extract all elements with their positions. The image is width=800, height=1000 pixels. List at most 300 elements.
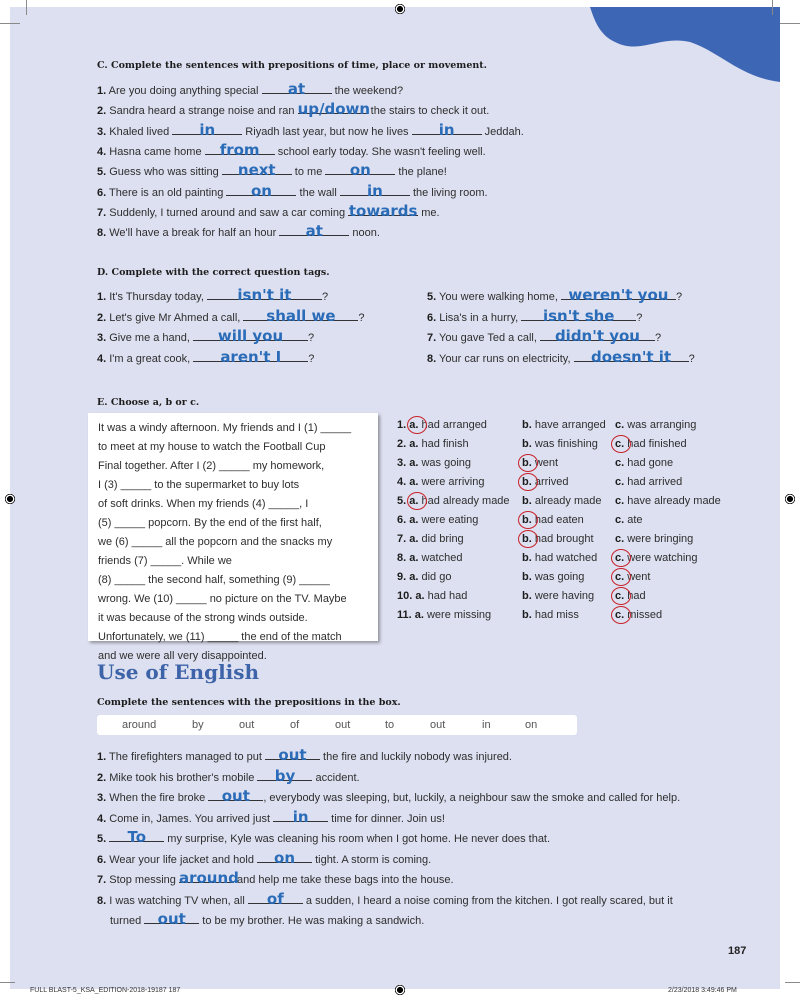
story-line: and we were all very disappointed. [98, 650, 267, 662]
item-number: 1. [97, 85, 107, 97]
sentence-text: Hasna came home [109, 145, 205, 158]
option-a[interactable] [397, 476, 484, 488]
option-a[interactable] [397, 495, 510, 507]
handwritten-answer: shall we [266, 306, 336, 325]
sentence-text: noon. [349, 227, 380, 240]
option-a[interactable] [397, 571, 451, 583]
story-line: Unfortunately, we (11) _____ the end of the match [98, 631, 342, 643]
option-a[interactable] [397, 457, 471, 469]
sentence-text: and help me take these bags into the house. [233, 874, 454, 886]
answer-blank[interactable] [561, 286, 676, 304]
exercise-line [97, 100, 489, 117]
answer-blank[interactable] [325, 161, 395, 180]
answer-blank[interactable] [172, 120, 242, 139]
handwritten-answer: isn't it [237, 286, 292, 304]
question-mark: ? [308, 352, 315, 365]
option-letter: c. [615, 419, 628, 431]
option-letter: c. [615, 590, 628, 602]
word-box-item: of [290, 719, 300, 731]
answer-blank[interactable] [248, 889, 303, 908]
story-line: we (6) _____ all the popcorn and the snacks my [98, 536, 333, 548]
word-box-item: out [239, 719, 255, 731]
word-box-item: out [430, 719, 446, 731]
option-b[interactable] [522, 495, 602, 507]
option-a[interactable] [397, 609, 491, 621]
option-letter: a. [406, 571, 422, 583]
option-letter: c. [615, 495, 628, 507]
sentence-text: me. [418, 206, 440, 219]
answer-blank[interactable] [208, 787, 263, 805]
option-letter: a. [406, 495, 422, 507]
handwritten-answer: on [349, 161, 371, 180]
handwritten-answer: in [438, 120, 455, 139]
option-text: were eating [421, 514, 479, 526]
answer-blank[interactable] [222, 161, 292, 180]
answer-blank[interactable] [273, 807, 328, 826]
answer-blank[interactable] [205, 140, 275, 159]
page-number: 187 [728, 945, 747, 957]
answer-blank[interactable] [574, 347, 689, 366]
option-text: had arrived [627, 476, 683, 488]
story-line: it was because of the strong winds outside. [98, 612, 308, 624]
item-number: 11. [397, 609, 412, 621]
handwritten-answer: around [178, 869, 239, 887]
registration-mark-icon [784, 493, 796, 505]
item-number: 7. [397, 533, 407, 545]
sentence-text: Mike took his brother's mobile [109, 771, 258, 784]
sentence-text: Jeddah. [481, 125, 524, 138]
option-letter: c. [615, 457, 628, 469]
answer-blank[interactable] [540, 327, 655, 345]
item-number: 4. [397, 476, 407, 488]
option-text: were arriving [421, 476, 485, 488]
sentence-text: , everybody was sleeping, but, luckily, a neighbour saw the smoke and called for help. [263, 792, 681, 804]
crop-mark [0, 982, 15, 983]
item-number: 3. [97, 125, 107, 138]
handwritten-answer: in [366, 181, 383, 200]
option-letter: b. [522, 438, 535, 450]
option-text: were having [534, 590, 595, 602]
answer-blank[interactable] [348, 201, 418, 220]
sentence-text: tight. A storm is coming. [312, 853, 432, 866]
option-text: went [534, 457, 559, 469]
option-b[interactable] [522, 609, 579, 621]
item-number: 8. [97, 894, 107, 907]
option-text: had finish [421, 438, 469, 450]
item-number: 3. [397, 457, 407, 469]
handwritten-answer: towards [348, 201, 418, 220]
answer-blank[interactable] [340, 181, 410, 200]
option-a[interactable] [397, 438, 469, 450]
selected-circle-icon [611, 568, 631, 586]
handwritten-answer: doesn't it [591, 347, 672, 366]
option-c[interactable] [615, 419, 696, 431]
answer-blank[interactable] [193, 327, 308, 345]
selected-circle-icon [518, 473, 538, 491]
option-text: arrived [534, 476, 569, 488]
registration-mark-icon [394, 3, 406, 15]
handwritten-answer: in [292, 807, 309, 826]
item-number: 2. [397, 438, 407, 450]
item-number: 6. [97, 186, 107, 199]
question-tag-line [97, 307, 365, 324]
selected-circle-icon [611, 587, 631, 605]
selected-circle-icon [518, 511, 538, 529]
sentence-text: Give me a hand, [109, 332, 194, 344]
answer-blank[interactable] [109, 828, 164, 846]
answer-blank[interactable] [265, 746, 320, 764]
story-line: Final together. After I (2) _____ my homework, [98, 460, 325, 472]
exercise-line [97, 222, 380, 239]
handwritten-answer: isn't she [542, 306, 615, 325]
answer-blank[interactable] [297, 100, 371, 119]
answer-blank[interactable] [144, 910, 199, 928]
sentence-text: the weekend? [331, 85, 404, 97]
selected-circle-icon [611, 435, 631, 453]
option-letter: b. [522, 419, 535, 431]
question-mark: ? [675, 291, 683, 303]
section-c-title: C. Complete the sentences with prepositions of time, place or movement. [97, 60, 487, 71]
answer-blank[interactable] [521, 306, 636, 325]
answer-blank[interactable] [193, 347, 308, 366]
story-line: wrong. We (10) _____ no picture on the TV. Maybe [98, 593, 347, 605]
handwritten-answer: from [219, 140, 260, 159]
sentence-text: to me [291, 166, 326, 179]
option-letter: a. [406, 476, 422, 488]
option-text: was going [421, 457, 472, 469]
option-letter: b. [522, 571, 535, 583]
decorative-wave [590, 7, 780, 82]
item-number: 7. [97, 206, 107, 219]
sentence-text: school early today. She wasn't feeling well. [274, 145, 486, 158]
item-number: 2. [97, 105, 107, 118]
sentence-text: I'm a great cook, [109, 352, 194, 365]
option-c[interactable] [615, 495, 721, 507]
question-mark: ? [321, 291, 329, 303]
option-a[interactable] [397, 590, 467, 602]
option-b[interactable] [522, 476, 568, 488]
option-text: were missing [426, 609, 492, 621]
option-text: was arranging [627, 419, 697, 431]
sentence-text: When the fire broke [109, 792, 209, 804]
option-b[interactable] [522, 571, 584, 583]
handwritten-answer: at [287, 80, 306, 98]
answer-blank[interactable] [257, 848, 312, 867]
story-line: (5) _____ popcorn. By the end of the first half, [98, 517, 322, 529]
answer-blank[interactable] [262, 80, 332, 98]
option-letter: b. [522, 495, 535, 507]
option-letter: b. [522, 514, 535, 526]
item-number: 6. [427, 311, 437, 324]
option-c[interactable] [615, 571, 650, 583]
handwritten-answer: on [250, 181, 272, 200]
sentence-text: the wall [296, 186, 340, 199]
use-of-english-heading: Use of English [97, 660, 260, 684]
crop-mark [0, 23, 20, 24]
exercise-line [97, 746, 512, 763]
item-number: 3. [97, 792, 107, 804]
exercise-line [97, 890, 673, 907]
item-number: 3. [97, 332, 107, 344]
story-line: friends (7) _____. While we [98, 555, 232, 567]
sentence-text: Sandra heard a strange noise and ran [109, 105, 298, 118]
exercise-line [97, 202, 440, 219]
option-letter: a. [406, 419, 422, 431]
sentence-text: Suddenly, I turned around and saw a car coming [109, 206, 349, 219]
word-box-item: in [482, 719, 491, 731]
option-text: had gone [627, 457, 674, 469]
item-number: 8. [97, 227, 107, 240]
answer-blank[interactable] [279, 222, 349, 241]
exercise-line [97, 121, 524, 138]
answer-blank[interactable] [178, 869, 239, 887]
item-number: 7. [427, 332, 437, 344]
option-letter: c. [615, 552, 628, 564]
handwritten-answer: will you [217, 327, 284, 345]
option-c[interactable] [615, 476, 682, 488]
word-box-item: on [525, 719, 538, 731]
crop-mark [780, 23, 800, 24]
option-b[interactable] [522, 514, 584, 526]
option-text: have already made [627, 495, 721, 507]
selected-circle-icon [611, 549, 631, 567]
sentence-text: turned [110, 915, 145, 927]
question-mark: ? [654, 332, 662, 344]
sentence-text: to be my brother. He was making a sandwich. [199, 915, 425, 927]
word-box-item: to [385, 719, 395, 731]
word-box-item: around [122, 719, 157, 731]
handwritten-answer: on [274, 848, 295, 867]
item-number: 6. [397, 514, 407, 526]
item-number: 6. [97, 853, 107, 866]
sentence-text: Your car runs on electricity, [439, 352, 574, 365]
item-number: 8. [427, 352, 437, 365]
question-tag-line [97, 348, 314, 365]
answer-blank[interactable] [257, 766, 312, 785]
question-mark: ? [308, 332, 315, 344]
handwritten-answer: up/down [297, 100, 371, 119]
option-letter: c. [615, 476, 628, 488]
option-letter: b. [522, 476, 535, 488]
sentence-text: There is an old painting [109, 186, 227, 199]
option-text: was finishing [534, 438, 598, 450]
sentence-text: I was watching TV when, all [109, 894, 248, 907]
option-b[interactable] [522, 590, 594, 602]
option-letter: b. [522, 552, 535, 564]
crop-mark [772, 0, 773, 15]
option-c[interactable] [615, 438, 687, 450]
answer-blank[interactable] [412, 120, 482, 139]
option-letter: b. [522, 609, 535, 621]
option-c[interactable] [615, 609, 662, 621]
handwritten-answer: didn't you [554, 327, 640, 345]
option-a[interactable] [397, 419, 487, 431]
handwritten-answer: next [237, 161, 276, 180]
selected-circle-icon [611, 606, 631, 624]
option-text: went [627, 571, 651, 583]
word-box-item: out [335, 719, 351, 731]
item-number: 4. [97, 145, 107, 158]
word-box [97, 715, 577, 735]
option-text: did bring [421, 533, 464, 545]
option-letter: a. [411, 609, 427, 621]
sentence-text: Wear your life jacket and hold [109, 853, 258, 866]
option-letter: c. [615, 533, 628, 545]
option-text: did go [421, 571, 452, 583]
sentence-text: Are you doing anything special [108, 85, 262, 97]
sentence-text: accident. [312, 771, 360, 784]
handwritten-answer: in [199, 120, 216, 139]
option-c[interactable] [615, 514, 643, 526]
item-number: 5. [97, 833, 107, 845]
option-c[interactable] [615, 533, 693, 545]
option-text: had already made [421, 495, 510, 507]
sentence-text: Guess who was sitting [109, 166, 222, 179]
option-text: had arranged [421, 419, 487, 431]
exercise-line [97, 80, 403, 97]
option-letter: a. [406, 533, 422, 545]
option-letter: c. [615, 514, 628, 526]
handwritten-answer: weren't you [568, 286, 669, 304]
word-box-item: by [192, 719, 204, 731]
sentence-text: You were walking home, [439, 291, 561, 303]
use-of-english-instruction: Complete the sentences with the prepositions in the box. [97, 697, 401, 708]
exercise-line [97, 161, 447, 178]
story-line: (8) _____ the second half, something (9) _____ [98, 574, 330, 586]
exercise-line [97, 141, 486, 158]
option-letter: b. [522, 533, 535, 545]
option-c[interactable] [615, 457, 673, 469]
option-a[interactable] [397, 552, 462, 564]
question-tag-line [97, 327, 314, 344]
sentence-text: the plane! [395, 166, 447, 179]
handwritten-answer: out [157, 910, 186, 928]
selected-circle-icon [407, 492, 427, 510]
item-number: 5. [427, 291, 437, 303]
sentence-text: It's Thursday today, [109, 291, 207, 303]
story-text [98, 419, 373, 666]
answer-blank[interactable] [243, 306, 358, 325]
selected-circle-icon [407, 416, 427, 434]
option-letter: a. [412, 590, 428, 602]
item-number: 10. [397, 590, 413, 602]
option-b[interactable] [522, 438, 598, 450]
sentence-text: We'll have a break for half an hour [109, 227, 280, 240]
story-line: It was a windy afternoon. My friends and I (1) _____ [98, 422, 352, 434]
option-b[interactable] [522, 552, 597, 564]
handwritten-answer: out [278, 746, 307, 764]
question-tag-line [427, 348, 695, 365]
option-c[interactable] [615, 552, 698, 564]
option-text: had eaten [534, 514, 584, 526]
option-text: missed [627, 609, 663, 621]
option-letter: a. [406, 438, 422, 450]
item-number: 7. [97, 874, 107, 886]
option-b[interactable] [522, 457, 558, 469]
exercise-line [97, 828, 550, 845]
question-tag-line [427, 307, 642, 324]
section-e-title: E. Choose a, b or c. [97, 397, 200, 408]
sentence-text: Lisa's in a hurry, [439, 311, 522, 324]
handwritten-answer: aren't I [220, 347, 282, 366]
crop-mark [785, 982, 800, 983]
option-text: already made [534, 495, 602, 507]
option-letter: c. [615, 571, 628, 583]
handwritten-answer: at [305, 222, 323, 241]
handwritten-answer: out [221, 787, 250, 805]
option-b[interactable] [522, 419, 606, 431]
question-tag-line [97, 286, 328, 303]
option-letter: a. [406, 552, 422, 564]
story-line: I (3) _____ to the supermarket to buy lots [98, 479, 300, 491]
option-letter: b. [522, 457, 535, 469]
exercise-line [97, 849, 431, 866]
selected-circle-icon [518, 530, 538, 548]
sentence-text: Riyadh last year, but now he lives [242, 125, 412, 138]
option-c[interactable] [615, 590, 646, 602]
question-mark: ? [688, 352, 695, 365]
option-b[interactable] [522, 533, 594, 545]
option-letter: a. [406, 514, 422, 526]
sentence-text: You gave Ted a call, [439, 332, 540, 344]
story-box [88, 413, 378, 662]
sentence-text: my surprise, Kyle was cleaning his room when I got home. He never does that. [164, 833, 551, 845]
sentence-text: The firefighters managed to put [109, 751, 265, 763]
option-text: had miss [534, 609, 579, 621]
item-number: 2. [97, 771, 107, 784]
exercise-line [97, 767, 360, 784]
option-text: had watched [534, 552, 598, 564]
exercise-line [97, 808, 445, 825]
selected-circle-icon [518, 454, 538, 472]
option-text: had had [427, 590, 468, 602]
item-number: 5. [97, 166, 107, 179]
sentence-text: Come in, James. You arrived just [109, 812, 274, 825]
answer-blank[interactable] [226, 181, 296, 200]
answer-blank[interactable] [207, 286, 322, 304]
exercise-line [97, 182, 488, 199]
registration-mark-icon [4, 493, 16, 505]
question-mark: ? [636, 311, 643, 324]
sentence-text: the stairs to check it out. [367, 105, 490, 118]
option-text: were bringing [627, 533, 694, 545]
item-number: 4. [97, 812, 107, 825]
handwritten-answer: To [127, 828, 147, 846]
option-letter: b. [522, 590, 535, 602]
option-a[interactable] [397, 533, 464, 545]
crop-mark [26, 0, 27, 15]
option-text: have arranged [534, 419, 606, 431]
option-letter: c. [615, 438, 628, 450]
handwritten-answer: by [274, 766, 296, 785]
footer-file-name: FULL BLAST-5_KSA_EDITION-2018-19187 187 [30, 987, 181, 994]
exercise-line [97, 787, 680, 804]
question-mark: ? [358, 311, 365, 324]
sentence-text: Khaled lived [109, 125, 173, 138]
sentence-text: time for dinner. Join us! [328, 812, 445, 825]
item-number: 1. [397, 419, 407, 431]
item-number: 8. [397, 552, 407, 564]
item-number: 5. [397, 495, 407, 507]
exercise-line [110, 910, 424, 927]
item-number: 9. [397, 571, 407, 583]
sentence-text: Let's give Mr Ahmed a call, [109, 311, 244, 324]
option-letter: c. [615, 609, 628, 621]
option-a[interactable] [397, 514, 478, 526]
sentence-text: the fire and luckily nobody was injured. [319, 751, 512, 763]
handwritten-answer: of [266, 889, 284, 908]
item-number: 1. [97, 291, 107, 303]
